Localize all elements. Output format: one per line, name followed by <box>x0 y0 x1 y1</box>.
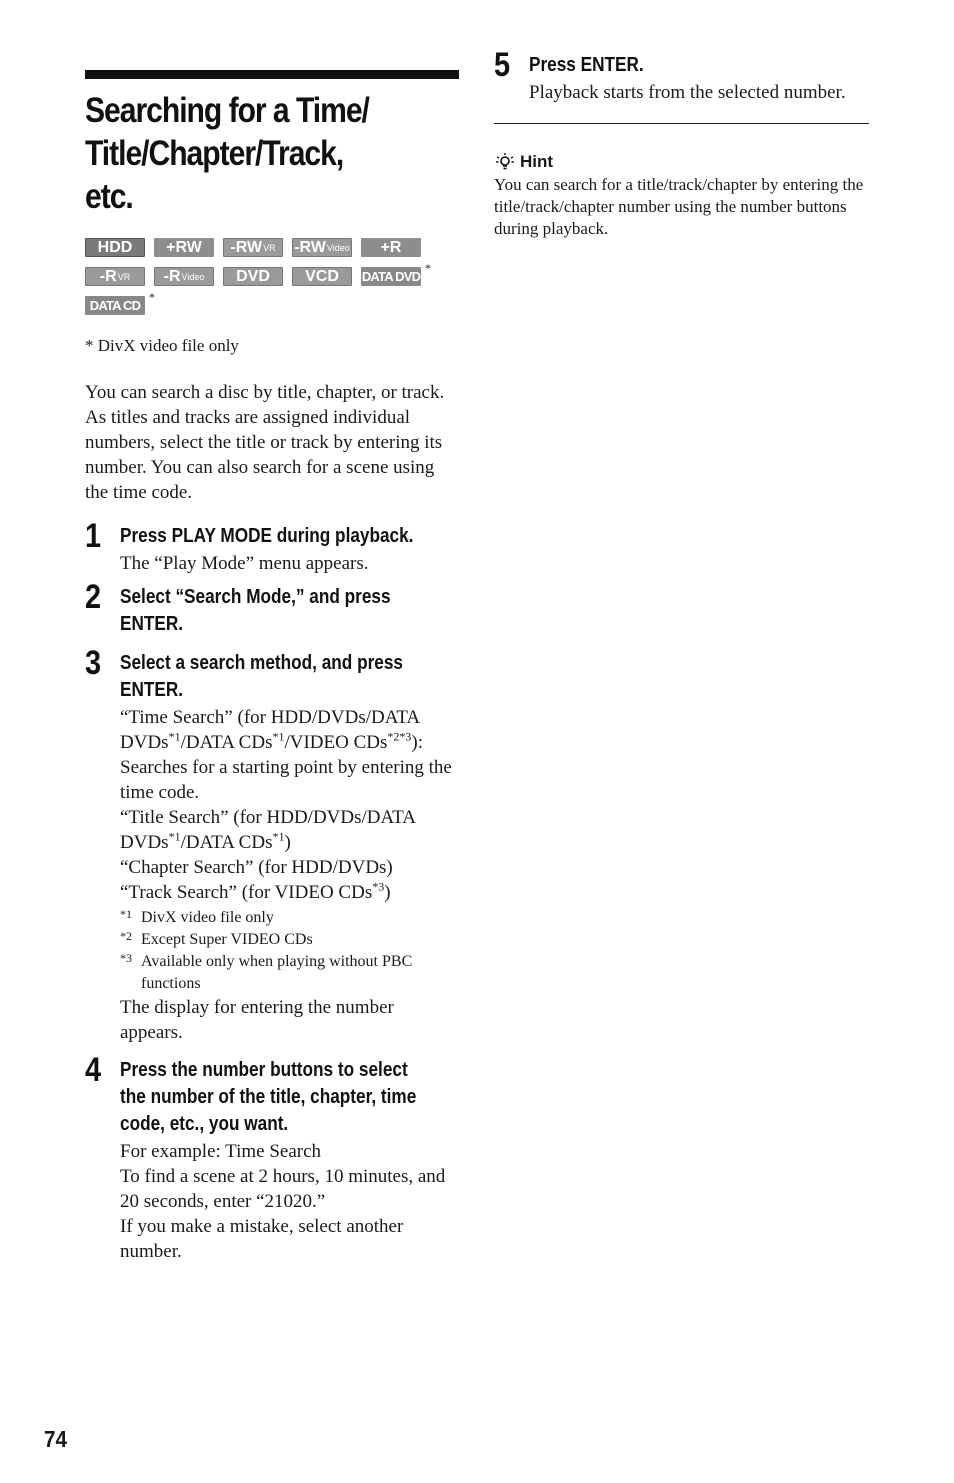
badge-minus-r-vr: -R VR <box>85 267 145 286</box>
hint-heading <box>494 152 869 172</box>
badge-minus-rw-vr: -RW VR <box>223 238 283 257</box>
badge-star: * <box>149 290 155 304</box>
step-number: 2 <box>85 578 102 616</box>
step-heading: Press PLAY MODE during playback. <box>120 525 414 547</box>
badge-plus-r: +R <box>361 238 421 257</box>
chapter-search-description: “Chapter Search” (for HDD/DVDs) <box>120 857 393 878</box>
step-heading: Select “Search Mode,” and press ENTER. <box>120 586 391 635</box>
hint-label: Hint <box>520 152 554 171</box>
step-number: 3 <box>85 644 102 682</box>
badge-minus-r-video: -R Video <box>154 267 214 286</box>
title-search-description: “Title Search” (for HDD/DVDs/DATA DVDs$^{*1}$/DATA CDs$^{*1}$) <box>120 807 415 853</box>
step-body <box>120 705 459 1045</box>
step-4-instruction: To find a scene at 2 hours, 10 minutes, and 20 seconds, enter “21020.” <box>120 1166 446 1212</box>
step-number: 4 <box>85 1051 102 1089</box>
step-1 <box>85 517 459 576</box>
hint-text: You can search for a title/track/chapter by entering the title/track/chapter number using the number buttons during playback. <box>494 175 864 238</box>
badge-star: * <box>425 261 431 275</box>
left-column <box>85 70 459 1264</box>
badge-data-cd: DATA CD <box>85 296 145 315</box>
step-body: Playback starts from the selected number. <box>529 82 846 103</box>
display-appears-text: The display for entering the number appears. <box>120 997 394 1043</box>
badge-hdd: HDD <box>85 238 145 257</box>
step-4-mistake-note: If you make a mistake, select another number. <box>120 1216 404 1262</box>
step-heading: Press the number buttons to select the number of the title, chapter, time code, etc., you want. <box>120 1059 417 1135</box>
right-column <box>494 46 869 240</box>
step-body: The “Play Mode” menu appears. <box>120 553 369 574</box>
note-item: *3 Available only when playing without PBC functions <box>120 951 413 992</box>
step-number: 1 <box>85 517 102 555</box>
badge-data-dvd: DATA DVD <box>361 269 421 284</box>
step-2 <box>85 578 459 638</box>
disc-type-badges <box>85 238 459 324</box>
page-title-line-3: etc. <box>85 177 133 216</box>
track-search-description: “Track Search” (for VIDEO CDs$^{*3}$) <box>120 879 391 903</box>
step-3 <box>85 644 459 1045</box>
badge-row-1 <box>85 238 459 266</box>
badge-row-2 <box>85 261 459 295</box>
badge-row-3 <box>85 290 459 324</box>
section-divider <box>494 123 869 124</box>
badge-vcd: VCD <box>292 267 352 286</box>
step-3-notes <box>120 907 459 995</box>
step-5 <box>494 46 869 105</box>
time-search-description: “Time Search” (for HDD/DVDs/DATA DVDs$^{*1}$/DATA CDs$^{*1}$/VIDEO CDs$^{*2*3}$): Searches for a starting point by entering the time code. <box>120 707 452 803</box>
badge-plus-rw: +RW <box>154 238 214 257</box>
note-item: *2 Except Super VIDEO CDs <box>120 929 313 948</box>
intro-paragraph: You can search a disc by title, chapter, or track. As titles and tracks are assigned individual numbers, select the title or track by entering its number. You can also search for a scene using the time code. <box>85 382 445 503</box>
step-number: 5 <box>494 46 511 84</box>
page-number: 74 <box>44 1426 68 1452</box>
step-4 <box>85 1051 459 1264</box>
page-title-line-2: Title/Chapter/Track, <box>85 134 344 173</box>
lightbulb-icon <box>494 152 516 172</box>
step-heading: Press ENTER. <box>529 54 644 76</box>
page-title-line-1: Searching for a Time/ <box>85 91 369 130</box>
badge-minus-rw-video: -RW Video <box>292 238 352 257</box>
step-body <box>120 1139 459 1264</box>
badge-dvd: DVD <box>223 267 283 286</box>
step-heading: Select a search method, and press ENTER. <box>120 652 403 701</box>
title-rule <box>85 70 459 79</box>
divx-footnote: * DivX video file only <box>85 336 239 355</box>
step-4-example: For example: Time Search <box>120 1141 322 1162</box>
page-title <box>85 89 459 218</box>
note-item: *1 DivX video file only <box>120 907 274 926</box>
